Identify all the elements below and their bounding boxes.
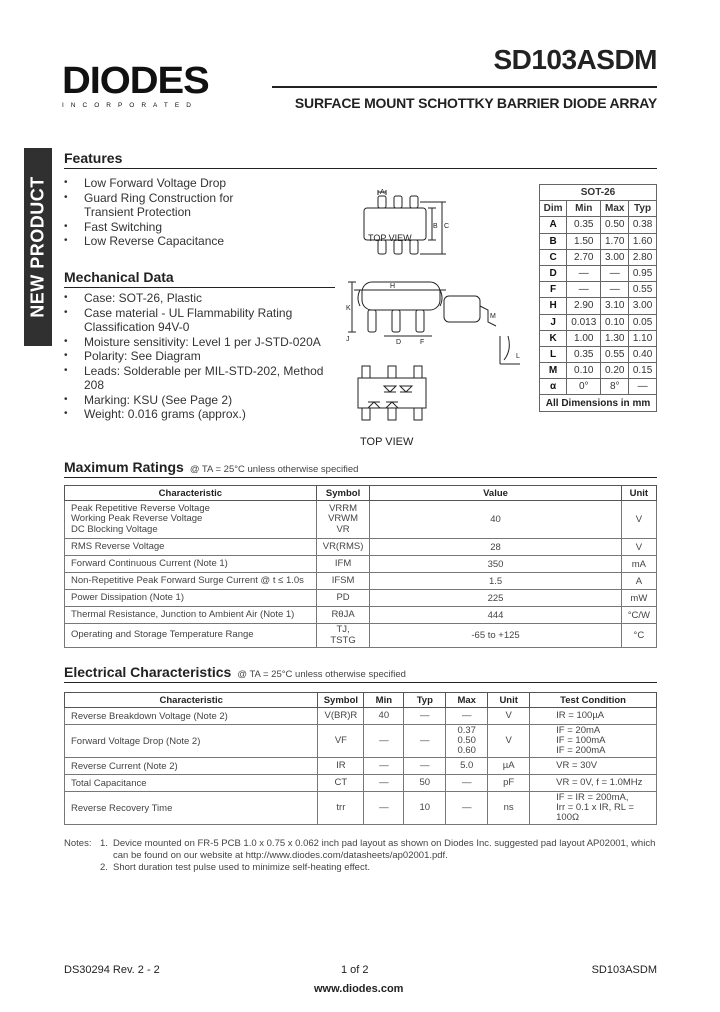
table-row — [65, 792, 657, 825]
dim-value: 0.35 — [567, 217, 601, 233]
table-row — [65, 758, 657, 775]
dim-value: 0.35 — [567, 346, 601, 362]
symbol-cell: RθJA — [316, 607, 370, 624]
footer-part: SD103ASDM — [591, 964, 657, 976]
list-item: • Polarity: See Diagram — [64, 349, 334, 364]
package-diagram — [340, 186, 535, 456]
table-row — [540, 282, 657, 298]
table-row — [65, 607, 657, 624]
characteristic-cell: Operating and Storage Temperature Range — [65, 624, 317, 648]
characteristic-cell: Reverse Breakdown Voltage (Note 2) — [65, 708, 318, 725]
dim-symbol: H — [540, 298, 567, 314]
table-header: Test Condition — [530, 693, 657, 708]
unit-cell: mW — [621, 590, 656, 607]
max-ratings-title: Maximum Ratings — [64, 459, 184, 475]
dim-value: 8° — [601, 379, 629, 395]
table-row — [540, 249, 657, 265]
notes-block — [64, 838, 659, 874]
mechanical-title: Mechanical Data — [64, 269, 335, 288]
test-condition-cell: IF = IR = 200mA, Irr = 0.1 x IR, RL = 100Ω — [530, 792, 657, 825]
table-row — [540, 379, 657, 395]
symbol-cell: TJ, TSTG — [316, 624, 370, 648]
features-title: Features — [64, 150, 657, 169]
dim-value: — — [601, 265, 629, 281]
table-row — [65, 775, 657, 792]
value-cell: 350 — [370, 556, 621, 573]
min-cell: — — [364, 792, 404, 825]
dimension-table-title: SOT-26 — [540, 185, 657, 201]
characteristic-cell: Peak Repetitive Reverse Voltage Working Peak Reverse Voltage DC Blocking Voltage — [65, 501, 317, 539]
test-condition-cell: VR = 0V, f = 1.0MHz — [530, 775, 657, 792]
characteristic-cell: Reverse Current (Note 2) — [65, 758, 318, 775]
part-number: SD103ASDM — [493, 44, 657, 75]
dim-symbol: α — [540, 379, 567, 395]
dim-value: 2.80 — [629, 249, 657, 265]
dim-value: — — [567, 282, 601, 298]
table-row — [65, 573, 657, 590]
table-header: Dim — [540, 201, 567, 217]
features-section — [64, 150, 657, 169]
table-row — [540, 217, 657, 233]
list-item: • Leads: Solderable per MIL-STD-202, Method 208 — [64, 364, 334, 393]
sym-cell: IR — [318, 758, 364, 775]
unit-cell: °C — [621, 624, 656, 648]
dim-value: 0.40 — [629, 346, 657, 362]
dimension-table-footer: All Dimensions in mm — [540, 395, 657, 411]
dim-label-h: H — [390, 283, 396, 290]
dim-label-c: C — [444, 223, 450, 230]
max-cell: — — [446, 792, 488, 825]
characteristic-cell: Forward Voltage Drop (Note 2) — [65, 725, 318, 758]
characteristic-cell: Forward Continuous Current (Note 1) — [65, 556, 317, 573]
table-row — [65, 624, 657, 648]
dim-value: 0.10 — [601, 314, 629, 330]
footer-url[interactable]: www.diodes.com — [314, 983, 404, 995]
table-header: Unit — [488, 693, 530, 708]
list-item: • Guard Ring Construction for Transient Protection — [64, 191, 254, 220]
list-item: • Moisture sensitivity: Level 1 per J-STD-020A — [64, 335, 334, 350]
dim-label-b: B — [433, 223, 438, 230]
table-header: Typ — [404, 693, 446, 708]
table-row — [540, 265, 657, 281]
unit-cell: pF — [488, 775, 530, 792]
new-product-sidebar — [24, 148, 52, 346]
max-ratings-note: @ TA = 25°C unless otherwise specified — [189, 464, 359, 475]
min-cell: — — [364, 775, 404, 792]
typ-cell: — — [404, 725, 446, 758]
table-header: Max — [446, 693, 488, 708]
table-header: Symbol — [318, 693, 364, 708]
symbol-cell: VRRM VRWM VR — [316, 501, 370, 539]
dim-value: 0.55 — [629, 282, 657, 298]
unit-cell: V — [488, 725, 530, 758]
dim-symbol: K — [540, 330, 567, 346]
note-1: Device mounted on FR-5 PCB 1.0 x 0.75 x 0.062 inch pad layout as shown on Diodes Inc. suggested pad layout AP02001, which can be found on our website at http://www.diodes.com/datasheets/ap02001.pdf. — [113, 838, 656, 861]
diagram-top-view-caption: TOP VIEW — [360, 436, 414, 448]
list-item: • Marking: KSU (See Page 2) — [64, 393, 334, 408]
dim-value: 3.00 — [629, 298, 657, 314]
unit-cell: °C/W — [621, 607, 656, 624]
dim-label-a: A — [380, 189, 385, 196]
dim-label-j: J — [346, 336, 350, 343]
characteristic-cell: Reverse Recovery Time — [65, 792, 318, 825]
diodes-logo — [62, 62, 234, 112]
note-number: 1. — [100, 838, 108, 849]
table-row — [540, 363, 657, 379]
list-item: • Fast Switching — [64, 220, 254, 235]
electrical-note: @ TA = 25°C unless otherwise specified — [237, 669, 406, 680]
list-item: • Case: SOT-26, Plastic — [64, 291, 334, 306]
table-row — [540, 298, 657, 314]
table-header: Characteristic — [65, 693, 318, 708]
characteristic-cell: Thermal Resistance, Junction to Ambient Air (Note 1) — [65, 607, 317, 624]
unit-cell: V — [488, 708, 530, 725]
unit-cell: V — [621, 539, 656, 556]
value-cell: 225 — [370, 590, 621, 607]
dim-value: — — [629, 379, 657, 395]
dim-value: 2.70 — [567, 249, 601, 265]
sidebar-label: NEW PRODUCT — [27, 176, 48, 318]
dim-symbol: L — [540, 346, 567, 362]
max-cell: 0.37 0.50 0.60 — [446, 725, 488, 758]
dim-label-d: D — [396, 339, 402, 346]
dim-label-l: L — [516, 353, 520, 360]
page-subtitle: SURFACE MOUNT SCHOTTKY BARRIER DIODE ARRAY — [294, 95, 657, 111]
table-header: Symbol — [316, 486, 370, 501]
dim-value: — — [567, 265, 601, 281]
mechanical-list — [64, 291, 334, 422]
notes-label: Notes: — [64, 838, 92, 849]
dim-label-f: F — [420, 339, 425, 346]
symbol-cell: IFSM — [316, 573, 370, 590]
electrical-section — [64, 664, 657, 683]
mechanical-section — [64, 269, 335, 288]
dim-value: 1.30 — [601, 330, 629, 346]
features-list — [64, 176, 254, 249]
unit-cell: V — [621, 501, 656, 539]
note-number: 2. — [100, 862, 108, 873]
value-cell: 1.5 — [370, 573, 621, 590]
logo-subtext: INCORPORATED — [62, 102, 198, 109]
characteristic-cell: Non-Repetitive Peak Forward Surge Current @ t ≤ 1.0s — [65, 573, 317, 590]
characteristic-cell: RMS Reverse Voltage — [65, 539, 317, 556]
typ-cell: 10 — [404, 792, 446, 825]
table-header: Unit — [621, 486, 656, 501]
table-row — [65, 725, 657, 758]
dim-symbol: A — [540, 217, 567, 233]
table-row — [540, 346, 657, 362]
diagram-top-view-label: TOP VIEW — [368, 233, 412, 243]
max-ratings-section — [64, 459, 657, 478]
table-header: Value — [370, 486, 621, 501]
dim-value: 1.70 — [601, 233, 629, 249]
dim-value: 0.95 — [629, 265, 657, 281]
typ-cell: — — [404, 708, 446, 725]
symbol-cell: VR(RMS) — [316, 539, 370, 556]
dim-symbol: J — [540, 314, 567, 330]
dim-value: — — [601, 282, 629, 298]
dim-value: 1.60 — [629, 233, 657, 249]
table-header: Typ — [629, 201, 657, 217]
table-row — [540, 233, 657, 249]
dim-value: 0.013 — [567, 314, 601, 330]
max-cell: 5.0 — [446, 758, 488, 775]
dim-symbol: M — [540, 363, 567, 379]
sym-cell: V(BR)R — [318, 708, 364, 725]
value-cell: 28 — [370, 539, 621, 556]
max-ratings-table — [64, 485, 657, 648]
test-condition-cell: IF = 20mA IF = 100mA IF = 200mA — [530, 725, 657, 758]
dim-value: 1.00 — [567, 330, 601, 346]
dim-value: 0° — [567, 379, 601, 395]
dim-value: 0.20 — [601, 363, 629, 379]
table-row — [65, 708, 657, 725]
unit-cell: A — [621, 573, 656, 590]
dim-symbol: F — [540, 282, 567, 298]
electrical-title: Electrical Characteristics — [64, 664, 232, 680]
table-row — [540, 330, 657, 346]
dim-value: 0.38 — [629, 217, 657, 233]
dim-symbol: D — [540, 265, 567, 281]
footer-page: 1 of 2 — [341, 964, 369, 976]
logo-text: DIODES — [62, 60, 209, 102]
table-row — [65, 590, 657, 607]
typ-cell: — — [404, 758, 446, 775]
typ-cell: 50 — [404, 775, 446, 792]
unit-cell: mA — [621, 556, 656, 573]
min-cell: — — [364, 758, 404, 775]
dim-value: 1.10 — [629, 330, 657, 346]
table-header: Min — [567, 201, 601, 217]
dim-label-k: K — [346, 305, 351, 312]
symbol-cell: PD — [316, 590, 370, 607]
dim-value: 3.10 — [601, 298, 629, 314]
list-item: • Low Forward Voltage Drop — [64, 176, 254, 191]
table-row — [65, 539, 657, 556]
dim-value: 3.00 — [601, 249, 629, 265]
dim-value: 0.05 — [629, 314, 657, 330]
header-rule — [272, 86, 657, 88]
sym-cell: VF — [318, 725, 364, 758]
dim-value: 0.15 — [629, 363, 657, 379]
table-header: Min — [364, 693, 404, 708]
test-condition-cell: IR = 100µA — [530, 708, 657, 725]
unit-cell: ns — [488, 792, 530, 825]
value-cell: 40 — [370, 501, 621, 539]
dim-value: 2.90 — [567, 298, 601, 314]
list-item: • Low Reverse Capacitance — [64, 234, 254, 249]
dim-value: 0.10 — [567, 363, 601, 379]
min-cell: — — [364, 725, 404, 758]
dim-value: 0.55 — [601, 346, 629, 362]
sym-cell: trr — [318, 792, 364, 825]
characteristic-cell: Total Capacitance — [65, 775, 318, 792]
list-item: • Case material - UL Flammability Rating Classification 94V-0 — [64, 306, 334, 335]
table-header: Characteristic — [65, 486, 317, 501]
dim-symbol: B — [540, 233, 567, 249]
footer-doc-id: DS30294 Rev. 2 - 2 — [64, 964, 160, 976]
dim-value: 1.50 — [567, 233, 601, 249]
table-header: Max — [601, 201, 629, 217]
dim-value: 0.50 — [601, 217, 629, 233]
note-2: Short duration test pulse used to minimize self-heating effect. — [113, 862, 370, 873]
dim-label-m: M — [490, 313, 496, 320]
electrical-table — [64, 692, 657, 825]
max-cell: — — [446, 775, 488, 792]
max-cell: — — [446, 708, 488, 725]
symbol-cell: IFM — [316, 556, 370, 573]
value-cell: 444 — [370, 607, 621, 624]
dimension-table — [539, 184, 657, 412]
list-item: • Weight: 0.016 grams (approx.) — [64, 407, 334, 422]
min-cell: 40 — [364, 708, 404, 725]
table-row — [65, 501, 657, 539]
unit-cell: µA — [488, 758, 530, 775]
table-row — [65, 556, 657, 573]
dim-symbol: C — [540, 249, 567, 265]
sym-cell: CT — [318, 775, 364, 792]
characteristic-cell: Power Dissipation (Note 1) — [65, 590, 317, 607]
value-cell: -65 to +125 — [370, 624, 621, 648]
table-row — [540, 314, 657, 330]
test-condition-cell: VR = 30V — [530, 758, 657, 775]
